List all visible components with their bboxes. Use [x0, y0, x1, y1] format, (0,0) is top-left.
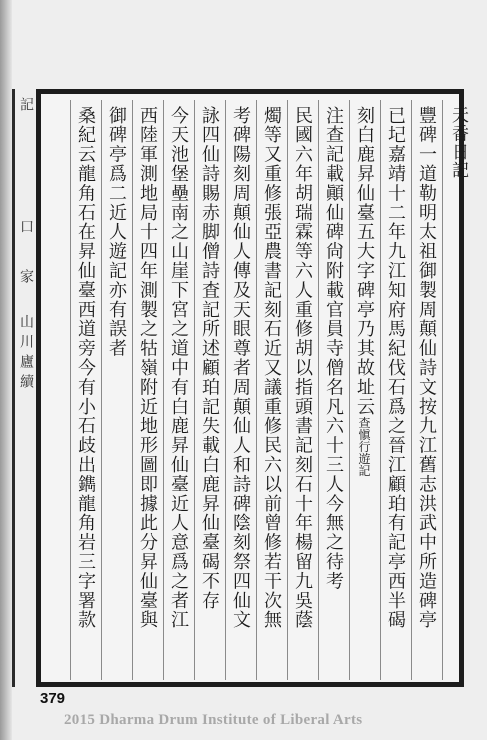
text-column-8: 詠四仙詩賜赤脚僧詩査記所述顧珀記失載白鹿昇仙臺碣不存: [194, 100, 225, 680]
column-3-main: 刻白鹿昇仙臺五大字碑亭乃其故址云: [354, 106, 375, 417]
annotation-zha-shenxing: 查愼行遊記: [357, 416, 371, 477]
watermark: 2015 Dharma Drum Institute of Liberal Arts: [64, 712, 363, 728]
text-column-1: 豐碑一道勒明太祖御製周顛仙詩文按九江舊志洪武中所造碑亭: [411, 100, 442, 680]
text-columns: [70, 100, 473, 680]
running-title: 天香日記: [442, 100, 473, 680]
prev-page-glyph: 川: [18, 334, 34, 348]
previous-page-edge: [12, 89, 36, 687]
text-column-10: 西陸軍測地局十四年測製之牯嶺附近地形圖即據此分昇仙臺與: [132, 100, 163, 680]
text-column-9: 今天池堡壘南之山崖下宮之道中有白鹿昇仙臺近人意爲之者江: [163, 100, 194, 680]
page-number: 379: [40, 690, 66, 707]
text-column-3: [349, 100, 380, 680]
page-shadow: [0, 0, 12, 740]
text-column-11: 御碑亭爲二近人遊記亦有誤者: [101, 100, 132, 680]
text-column-5: 民國六年胡瑞霖等六人重修胡以指頭書記刻石十年楊留九吳蔭: [287, 100, 318, 680]
text-column-2: 已圮嘉靖十二年九江知府馬紀伐石爲之晉江顧珀有記亭西半碣: [380, 100, 411, 680]
text-column-6: 燭等又重修張亞農書記刻石近又議重修民六以前曾修若干次無: [256, 100, 287, 680]
prev-page-glyph: 家: [18, 269, 34, 283]
text-column-7: 考碑陽刻周顛仙人傳及天眼尊者周顛仙人和詩碑陰刻祭四仙文: [225, 100, 256, 680]
text-column-12: 桑紀云龍角石在昇仙臺西道旁今有小石歧出鐫龍角岩三字署款: [70, 100, 101, 680]
text-column-4: 注查記載顚仙碑尙附載官員寺僧名凡六十三人今無之待考: [318, 100, 349, 680]
prev-page-glyph: 記: [18, 97, 34, 111]
prev-page-glyph: 山: [18, 314, 34, 328]
prev-page-glyph: 廬: [18, 354, 34, 368]
prev-page-glyph: 口: [18, 219, 34, 233]
prev-page-glyph: 續: [18, 374, 34, 388]
